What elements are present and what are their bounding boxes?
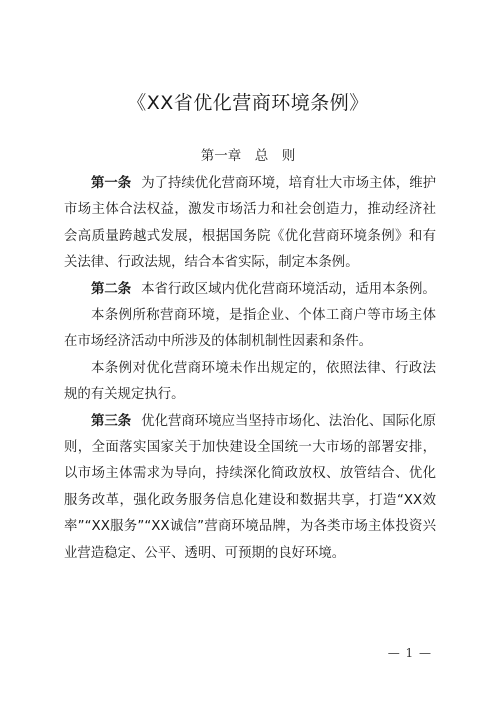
paragraph-text: 本省行政区域内优化营商环境活动，适用本条例。: [141, 281, 436, 297]
page-number: — 1 —: [387, 646, 432, 660]
article-number: 第三条: [91, 413, 132, 429]
paragraph-text: 本条例对优化营商环境未作出规定的，依照法律、行政法规的有关规定执行。: [64, 360, 436, 403]
article-number: 第二条: [91, 281, 132, 297]
paragraph: [64, 356, 436, 409]
paragraph-text: 本条例所称营商环境，是指企业、个体工商户等市场主体在市场经济活动中所涉及的体制机制性因素和条件。: [64, 308, 436, 350]
paragraph: [64, 171, 436, 277]
paragraph: [64, 409, 436, 567]
paragraph-text: 为了持续优化营商环境，培育壮大市场主体，维护市场主体合法权益，激发市场活力和社会创造力，推动经济社会高质量跨越式发展，根据国务院《优化营商环境条例》和有关法律、行政法规，结合本省实际，制定本条例。: [64, 176, 437, 271]
document-body: [64, 171, 436, 567]
chapter-heading: 第一章 总 则: [200, 148, 296, 164]
article-number: 第一条: [91, 176, 132, 191]
paragraph: [64, 303, 436, 356]
paragraph: [64, 277, 436, 303]
document-title: 《XX省优化营商环境条例》: [127, 92, 369, 114]
paragraph-text: 优化营商环境应当坚持市场化、法治化、国际化原则，全面落实国家关于加快建设全国统一大市场的部署安排，以市场主体需求为导向，持续深化简政放权、放管结合、优化服务改革，强化政务服务信息化建设和数据共享，打造“XX效率”“XX服务”“XX诚信”营商环境品牌，为各类市场主体投资兴业营造稳定、公平、透明、可预期的良好环境。: [64, 413, 437, 561]
